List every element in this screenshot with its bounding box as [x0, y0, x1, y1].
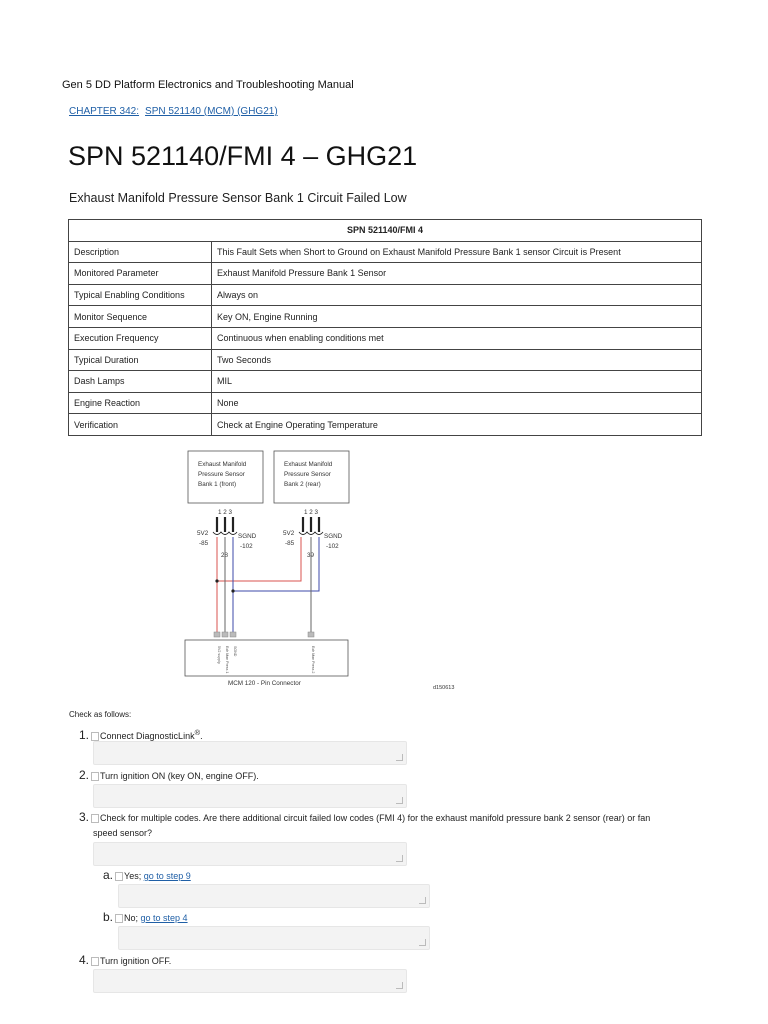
registered-mark: ®: [194, 728, 201, 737]
sensor1-supply-label: 5V2: [197, 530, 209, 537]
value-cell: None: [212, 392, 702, 414]
param-cell: Verification: [69, 414, 212, 436]
step-2: [79, 768, 259, 784]
value-cell: Continuous when enabling conditions met: [212, 327, 702, 349]
step-text: speed sensor?: [93, 828, 153, 838]
sensor-bank2-label-3: Bank 2 (rear): [284, 481, 321, 488]
table-row: [69, 327, 702, 349]
checkbox-icon[interactable]: [91, 814, 99, 823]
step-number: 1.: [79, 728, 90, 742]
sensor2-supply-label: 5V2: [283, 530, 295, 537]
step-text: Connect DiagnosticLink: [100, 731, 195, 741]
step-text: Turn ignition OFF.: [100, 956, 172, 966]
checkbox-icon[interactable]: [91, 732, 99, 741]
sensor-bank2-label-2: Pressure Sensor: [284, 471, 331, 478]
table-row: [69, 241, 702, 263]
step-3a: [103, 868, 191, 884]
sensor1-ground-circuit: -102: [240, 543, 253, 550]
sensor1-connector-pins: [217, 517, 233, 532]
value-cell: Key ON, Engine Running: [212, 306, 702, 328]
step-number: 3.: [79, 810, 90, 824]
step-4: [79, 953, 171, 969]
sensor1-pin-numbers: 1 2 3: [218, 509, 233, 516]
step-text: No;: [124, 913, 141, 923]
manual-title: Gen 5 DD Platform Electronics and Troubleshooting Manual: [62, 79, 354, 91]
pin-caption: SGND: [233, 646, 237, 657]
breadcrumb: [69, 106, 278, 117]
sensor-bank1-label-3: Bank 1 (front): [198, 481, 237, 488]
breadcrumb-section-link[interactable]: SPN 521140 (MCM) (GHG21): [145, 106, 278, 117]
pin-caption: 5V2 supply: [217, 646, 221, 664]
param-cell: Engine Reaction: [69, 392, 212, 414]
sensor2-ground-label: SGND: [324, 533, 343, 540]
value-cell: This Fault Sets when Short to Ground on Exhaust Manifold Pressure Bank 1 sensor Circuit is Present: [212, 241, 702, 263]
checkbox-icon[interactable]: [115, 914, 123, 923]
param-cell: Description: [69, 241, 212, 263]
step-text-tail: .: [200, 731, 203, 741]
table-row: [69, 392, 702, 414]
step-letter: b.: [103, 910, 114, 924]
checkbox-icon[interactable]: [91, 957, 99, 966]
wire-harness: [217, 537, 319, 634]
splice-dot: [231, 589, 234, 592]
value-cell: Always on: [212, 284, 702, 306]
pin-caption: Exh Man Press 1: [225, 646, 229, 674]
step-number: 4.: [79, 953, 90, 967]
sensor2-connector-shell: [299, 532, 323, 535]
sensor2-connector-pins: [303, 517, 319, 532]
page-title: SPN 521140/FMI 4 – GHG21: [68, 141, 418, 171]
value-cell: MIL: [212, 371, 702, 393]
value-cell: Exhaust Manifold Pressure Bank 1 Sensor: [212, 263, 702, 285]
go-to-step-9-link[interactable]: go to step 9: [143, 871, 191, 881]
param-cell: Monitor Sequence: [69, 306, 212, 328]
step-number: 2.: [79, 768, 90, 782]
pin-caption: Exh Man Press 2: [311, 646, 315, 674]
sensor2-pin-numbers: 1 2 3: [304, 509, 319, 516]
connector-label: MCM 120 - Pin Connector: [228, 680, 301, 687]
step-3-continued: [93, 826, 152, 841]
step-3-notes-field[interactable]: [93, 842, 407, 866]
table-row: [69, 414, 702, 436]
sensor2-ground-circuit: -102: [326, 543, 339, 550]
param-cell: Dash Lamps: [69, 371, 212, 393]
table-row: [69, 284, 702, 306]
step-letter: a.: [103, 868, 114, 882]
figure-id: d150613: [433, 685, 455, 691]
step-text: Turn ignition ON (key ON, engine OFF).: [100, 771, 259, 781]
page-subtitle: Exhaust Manifold Pressure Sensor Bank 1 Circuit Failed Low: [69, 191, 407, 205]
breadcrumb-chapter-link[interactable]: CHAPTER 342:: [69, 106, 140, 117]
table-row: [69, 306, 702, 328]
sensor1-supply-circuit: -85: [199, 540, 209, 547]
param-cell: Monitored Parameter: [69, 263, 212, 285]
sensor-bank2-label-1: Exhaust Manifold: [284, 461, 333, 468]
step-text: Check for multiple codes. Are there additional circuit failed low codes (FMI 4) for the exhaust manifold pressure bank 2 sensor (rear) or fan: [100, 813, 651, 823]
step-4-notes-field[interactable]: [93, 969, 407, 993]
sensor1-signal-pin: 28: [221, 552, 229, 559]
sensor-bank1-label-2: Pressure Sensor: [198, 471, 245, 478]
fault-table: [68, 219, 702, 436]
wiring-diagram: [180, 444, 470, 696]
table-row: [69, 371, 702, 393]
checkbox-icon[interactable]: [91, 772, 99, 781]
go-to-step-4-link[interactable]: go to step 4: [140, 913, 188, 923]
step-text: Yes;: [124, 871, 144, 881]
table-row: [69, 349, 702, 371]
mcm-connector-box: [185, 640, 348, 676]
step-2-notes-field[interactable]: [93, 784, 407, 808]
param-cell: Execution Frequency: [69, 327, 212, 349]
splice-dot: [215, 579, 218, 582]
param-cell: Typical Enabling Conditions: [69, 284, 212, 306]
step-3b-notes-field[interactable]: [118, 926, 430, 950]
sensor1-connector-shell: [213, 532, 237, 535]
value-cell: Check at Engine Operating Temperature: [212, 414, 702, 436]
sensor-bank1-label-1: Exhaust Manifold: [198, 461, 247, 468]
sensor2-signal-pin: 39: [307, 552, 315, 559]
value-cell: Two Seconds: [212, 349, 702, 371]
sensor2-supply-circuit: -85: [285, 540, 295, 547]
table-header: SPN 521140/FMI 4: [69, 220, 702, 242]
check-intro: Check as follows:: [69, 710, 132, 719]
checkbox-icon[interactable]: [115, 872, 123, 881]
step-3b: [103, 910, 188, 926]
step-3a-notes-field[interactable]: [118, 884, 430, 908]
sensor1-ground-label: SGND: [238, 533, 257, 540]
param-cell: Typical Duration: [69, 349, 212, 371]
table-row: [69, 263, 702, 285]
step-3: [79, 810, 719, 826]
step-1-notes-field[interactable]: [93, 741, 407, 765]
connector-pin-stubs: [214, 632, 314, 637]
